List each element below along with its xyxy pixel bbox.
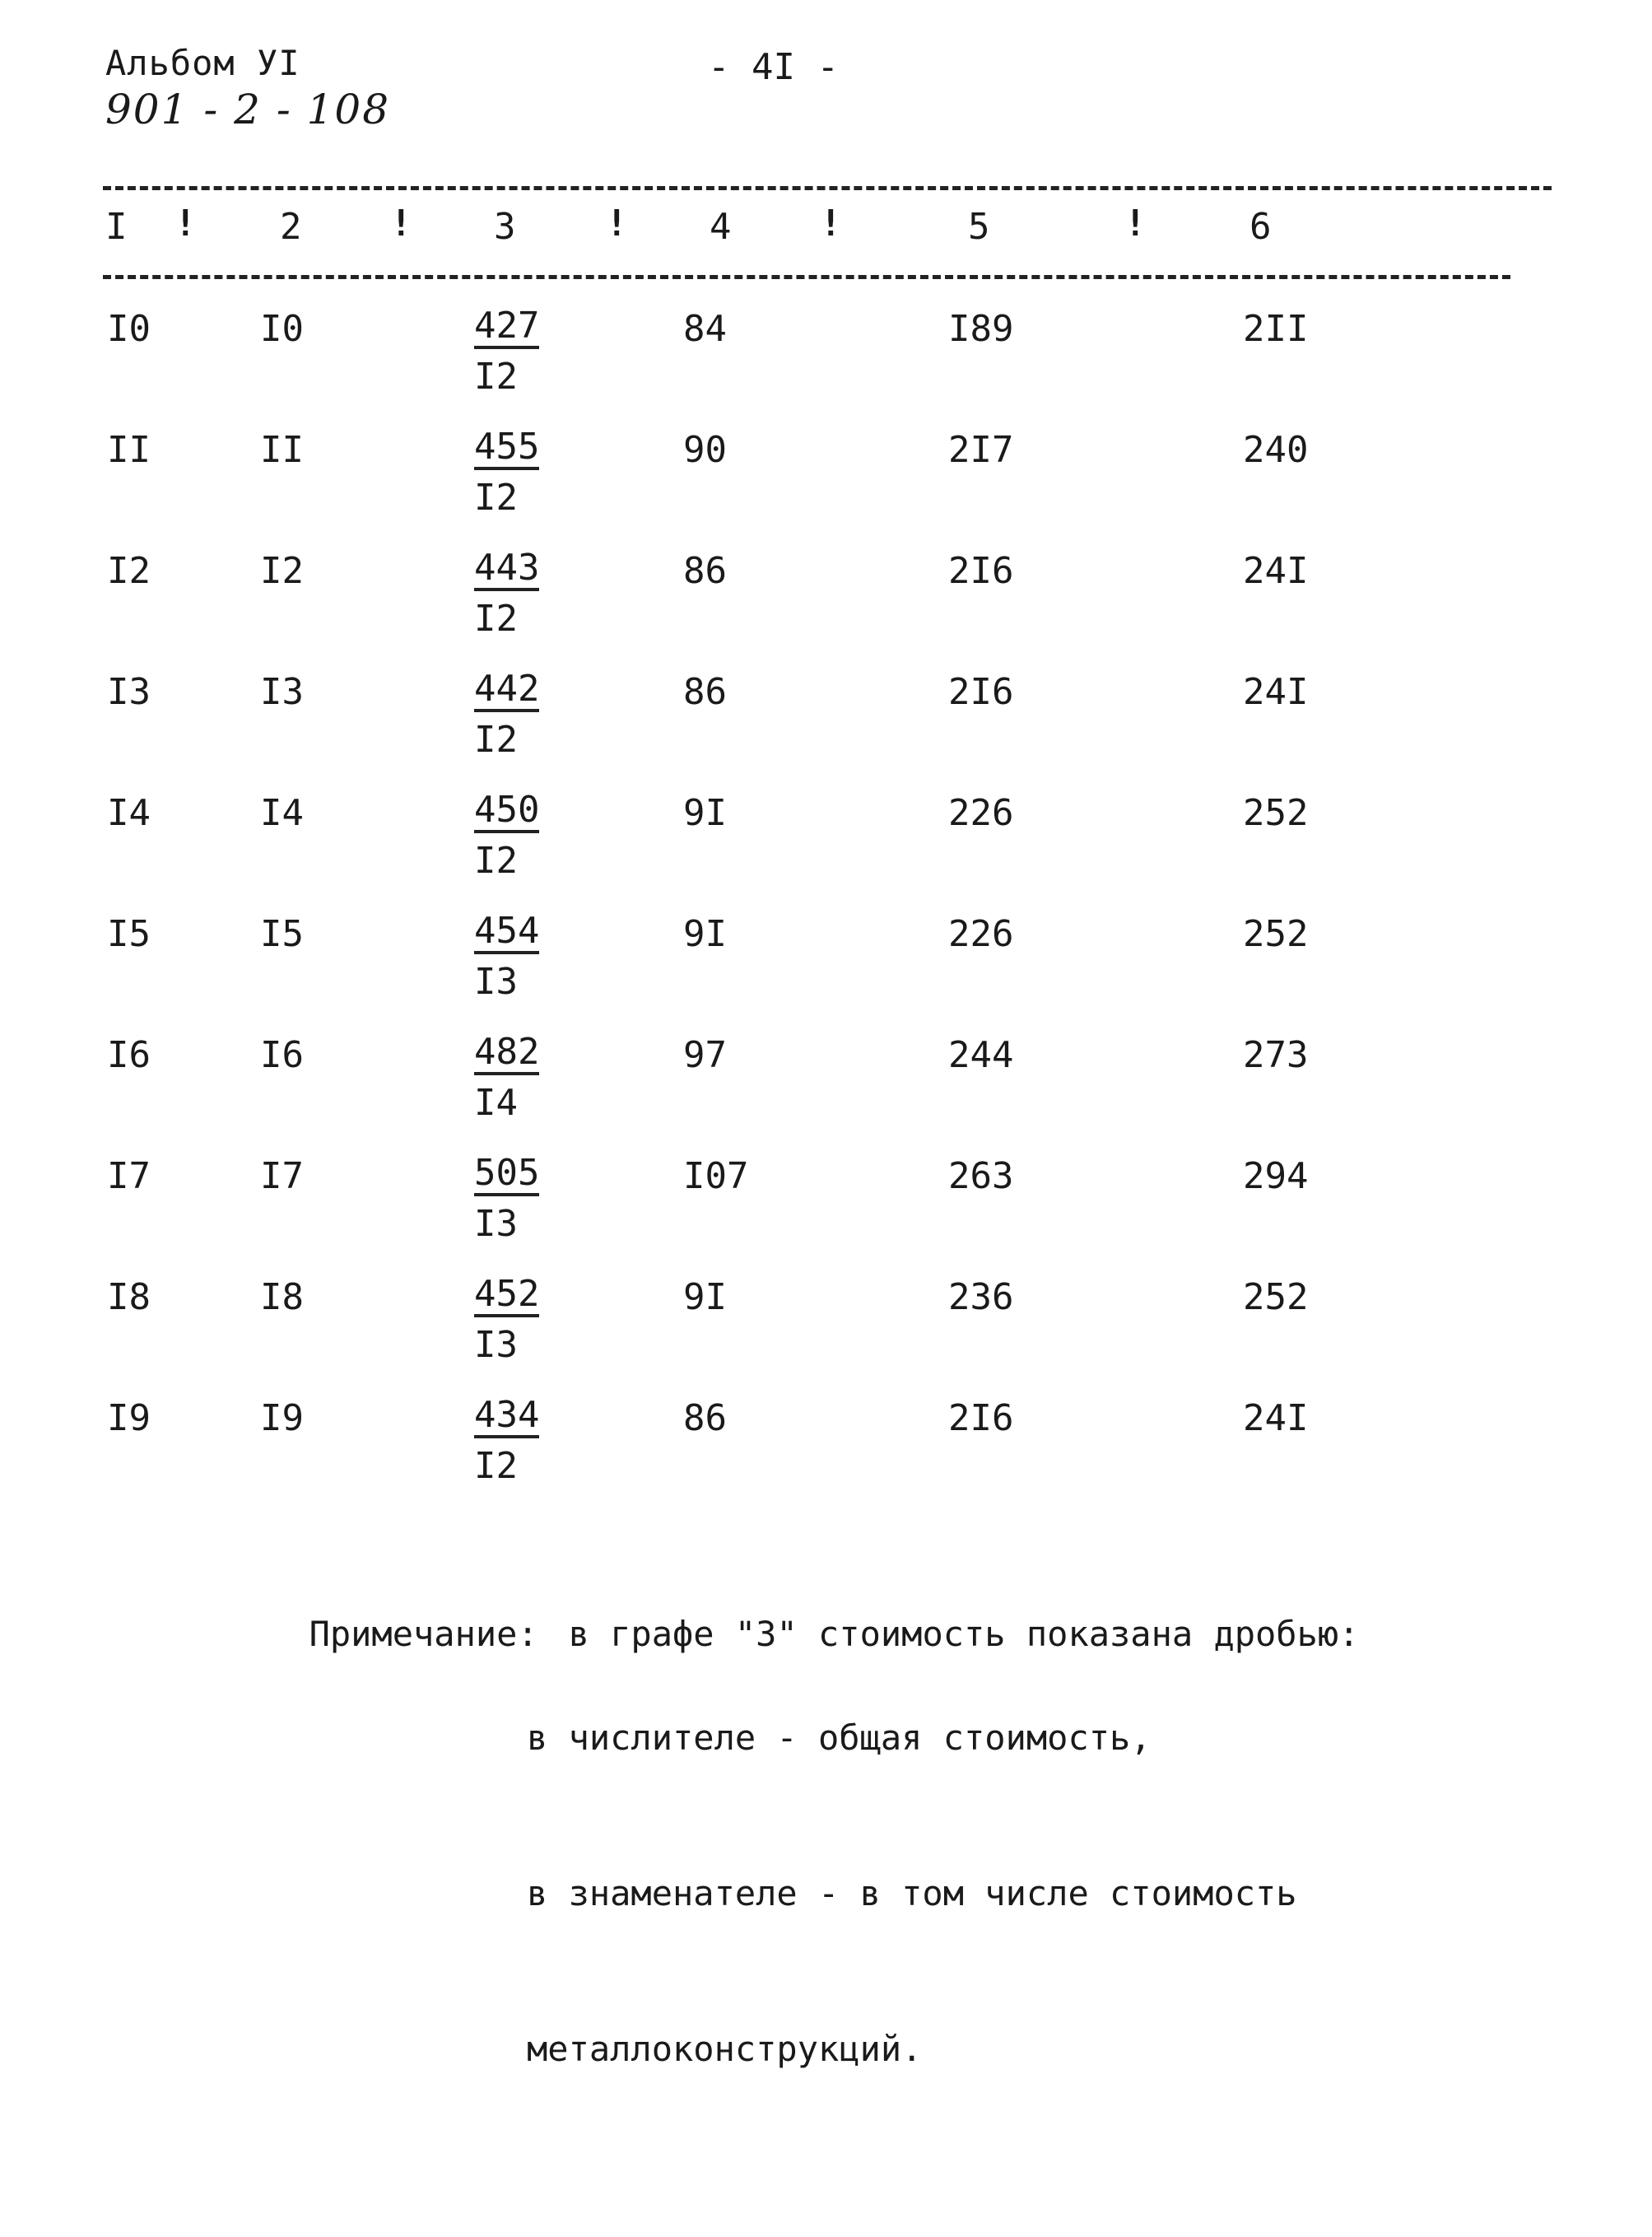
table-cell-c5: 2I6: [948, 550, 1014, 592]
column-header-1: I: [105, 206, 128, 248]
table-cell-c2: I5: [260, 913, 304, 955]
table-cell-c5: 2I7: [948, 429, 1014, 471]
fraction-numerator: 452: [474, 1276, 539, 1317]
note-block: [268, 1556, 1359, 2127]
table-cell-fraction: [474, 1031, 540, 1124]
fraction-numerator: 442: [474, 671, 539, 712]
table-cell-c6: 252: [1243, 913, 1309, 955]
column-separator: !: [390, 203, 412, 245]
table-cell-c1: I5: [107, 913, 151, 955]
table-cell-c1: I0: [107, 308, 151, 350]
fraction-denominator: I2: [474, 356, 518, 398]
fraction-denominator: I2: [474, 719, 518, 761]
table-cell-c2: II: [260, 429, 304, 471]
fraction-numerator: 434: [474, 1397, 539, 1438]
table-cell-c6: 294: [1243, 1155, 1309, 1197]
column-separator: !: [820, 203, 842, 245]
table-cell-c2: I0: [260, 308, 304, 350]
table-header-dashed-rule: [103, 275, 1510, 279]
table-cell-c4: I07: [683, 1155, 749, 1197]
table-cell-c5: 2I6: [948, 1397, 1014, 1439]
table-top-dashed-rule: [103, 186, 1552, 190]
fraction-denominator: I2: [474, 477, 518, 519]
fraction-numerator: 443: [474, 550, 539, 591]
column-header-4: 4: [710, 206, 732, 248]
table-cell-c6: 2II: [1243, 308, 1309, 350]
table-cell-c6: 24I: [1243, 671, 1309, 713]
project-code-handwritten: 901 - 2 - 108: [105, 86, 391, 133]
fraction-denominator: I2: [474, 1445, 518, 1487]
table-cell-c4: 9I: [683, 792, 727, 834]
table-cell-fraction: [474, 305, 540, 398]
table-cell-c5: 2I6: [948, 671, 1014, 713]
table-cell-c6: 252: [1243, 792, 1309, 834]
table-cell-fraction: [474, 668, 540, 761]
table-cell-c5: 244: [948, 1034, 1014, 1076]
table-cell-c1: I9: [107, 1397, 151, 1439]
table-cell-fraction: [474, 1273, 540, 1366]
fraction-denominator: I4: [474, 1082, 518, 1124]
table-cell-fraction: [474, 789, 540, 882]
column-separator: !: [606, 203, 628, 245]
table-cell-c2: I9: [260, 1397, 304, 1439]
fraction-numerator: 505: [474, 1155, 539, 1196]
table-cell-fraction: [474, 1394, 540, 1487]
table-cell-c4: 86: [683, 1397, 727, 1439]
table-cell-c4: 9I: [683, 1276, 727, 1318]
column-header-6: 6: [1249, 206, 1272, 248]
table-cell-c4: 86: [683, 550, 727, 592]
table-cell-fraction: [474, 547, 540, 640]
fraction-numerator: 454: [474, 913, 539, 954]
fraction-denominator: I3: [474, 1324, 518, 1366]
table-cell-c1: I2: [107, 550, 151, 592]
table-cell-c6: 240: [1243, 429, 1309, 471]
table-cell-c4: 84: [683, 308, 727, 350]
table-cell-c5: 226: [948, 792, 1014, 834]
table-cell-c6: 24I: [1243, 1397, 1309, 1439]
table-cell-c5: 263: [948, 1155, 1014, 1197]
table-cell-c5: 236: [948, 1276, 1014, 1318]
fraction-numerator: 450: [474, 792, 539, 833]
fraction-denominator: I3: [474, 961, 518, 1003]
table-cell-c5: I89: [948, 308, 1014, 350]
table-cell-c4: 97: [683, 1034, 727, 1076]
table-cell-c1: I6: [107, 1034, 151, 1076]
table-cell-c1: I4: [107, 792, 151, 834]
note-line-2: в числителе - общая стоимость,: [527, 1717, 1152, 1758]
fraction-numerator: 482: [474, 1034, 539, 1075]
column-header-2: 2: [280, 206, 302, 248]
column-header-3: 3: [494, 206, 516, 248]
table-cell-c2: I3: [260, 671, 304, 713]
table-cell-c1: II: [107, 429, 151, 471]
fraction-numerator: 455: [474, 429, 539, 470]
table-cell-c2: I6: [260, 1034, 304, 1076]
table-cell-c6: 273: [1243, 1034, 1309, 1076]
table-cell-c4: 86: [683, 671, 727, 713]
note-line-4: металлоконструкций.: [527, 2029, 923, 2069]
fraction-numerator: 427: [474, 308, 539, 349]
table-cell-c2: I8: [260, 1276, 304, 1318]
column-separator: !: [175, 203, 197, 245]
table-cell-fraction: [474, 910, 540, 1003]
column-separator: !: [1124, 203, 1147, 245]
note-line-3: в знаменателе - в том числе стоимость: [527, 1873, 1297, 1913]
table-cell-c4: 90: [683, 429, 727, 471]
table-cell-c2: I7: [260, 1155, 304, 1197]
table-cell-c1: I3: [107, 671, 151, 713]
table-cell-c1: I8: [107, 1276, 151, 1318]
table-cell-fraction: [474, 1152, 540, 1245]
table-cell-c2: I4: [260, 792, 304, 834]
page-number: - 4I -: [708, 46, 839, 88]
table-cell-c6: 252: [1243, 1276, 1309, 1318]
note-label: Примечание:: [309, 1614, 538, 1654]
table-cell-c2: I2: [260, 550, 304, 592]
table-cell-c6: 24I: [1243, 550, 1309, 592]
fraction-denominator: I2: [474, 598, 518, 640]
table-cell-c1: I7: [107, 1155, 151, 1197]
fraction-denominator: I3: [474, 1203, 518, 1245]
album-title: Альбом УІ: [105, 43, 300, 83]
fraction-denominator: I2: [474, 840, 518, 882]
table-cell-c4: 9I: [683, 913, 727, 955]
column-header-5: 5: [968, 206, 990, 248]
table-cell-fraction: [474, 426, 540, 519]
note-line-1: в графе "3" стоимость показана дробью:: [568, 1614, 1360, 1654]
table-cell-c5: 226: [948, 913, 1014, 955]
